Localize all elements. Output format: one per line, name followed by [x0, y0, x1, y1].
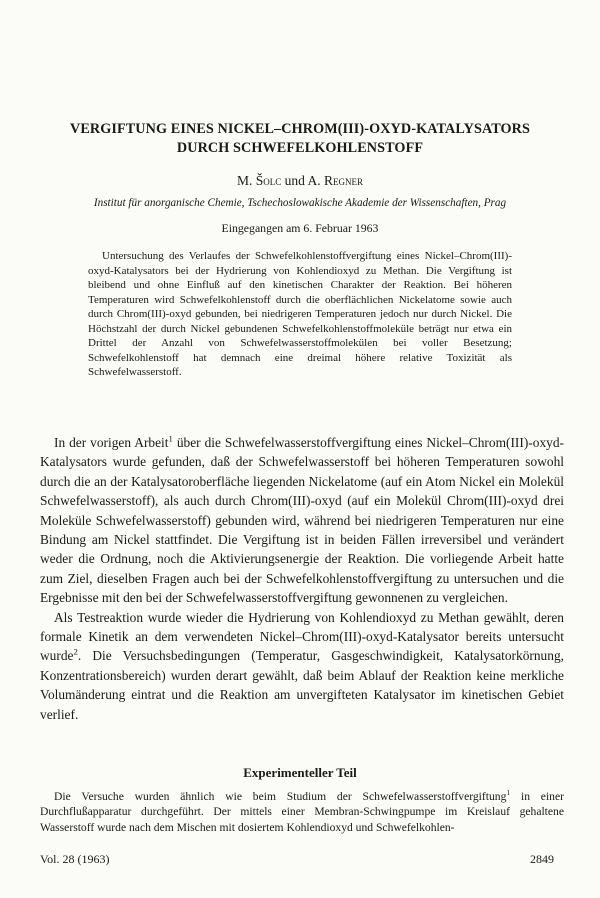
reference-mark: 1: [168, 433, 173, 444]
received-date: Eingegangen am 6. Februar 1963: [221, 221, 379, 235]
title-line-1: VERGIFTUNG EINES NICKEL–CHROM(III)-OXYD-KATALYSATORS: [69, 121, 531, 137]
body-paragraph: [40, 789, 564, 835]
introduction: [40, 433, 564, 724]
author-line: [40, 173, 560, 189]
title-line-2: DURCH SCHWEFELKOHLENSTOFF: [176, 140, 424, 156]
author-2-initial: A. R: [307, 173, 334, 188]
abstract-text: Untersuchung des Verlaufes der Schwefelkohlenstoffvergiftung eines Nickel–Chrom(III)-oxyd-Katalysators bei der Hydrierung von Kohlendioxyd zu Methan. Die Vergiftung ist bleibend und ohne Einfluß auf den kinetischen Charakter der Reaktion. Bei höheren Temperaturen wird Schwefelkohlenstoff durch die oberflächlichen Nickelatome sowie auch durch Chrom(III)-oxyd gebunden, bei niedrigeren Temperaturen jedoch nur durch Nickel. Die Höchstzahl der durch Nickel gebundenen Schwefelkohlenstoffmoleküle beträgt nur etwa ein Drittel der Anzahl von Schwefelwasserstoffmolekülen bei voller Besetzung; Schwefelkohlenstoff hat demnach eine dreimal höhere relative Toxizität als Schwefelwasserstoff.: [88, 250, 512, 378]
reference-mark: 1: [506, 788, 511, 798]
volume-info: Vol. 28 (1963): [40, 852, 110, 866]
body-text: Die Versuche wurden ähnlich wie beim Studium der Schwefelwasserstoffvergiftung: [54, 790, 507, 803]
author-1-surname: olc: [263, 173, 282, 188]
body-paragraph: [40, 433, 564, 608]
article-title: [40, 120, 560, 158]
body-text: Als Testreaktion wurde wieder die Hydrierung von Kohlendioxyd zu Methan gewählt, deren formale Kinetik an dem verwendeten Nickel–Chrom(III)-oxyd-Katalysator bereits untersucht wurde: [40, 609, 564, 664]
body-text: In der vorigen Arbeit: [54, 435, 169, 450]
body-text: . Die Versuchsbedingungen (Temperatur, Gasgeschwindigkeit, Katalysatorkörnung, Konzentrationsbereich) wurden derart gewählt, daß beim Ablauf der Reaktion keine merkliche Volumänderung eintrat und die Reaktion am unvergifteten Katalysator im kinetischen Gebiet verlief.: [40, 648, 564, 722]
body-text: in einer Durchflußapparatur durchgeführt. Der mittels einer Membran-Schwingpumpe im Kreislauf gehaltene Wasserstoff wurde nach dem Mischen mit dosiertem Kohlendioxyd und Schwefelkohlen-: [40, 790, 564, 834]
author-1-initial: M. Š: [236, 173, 264, 188]
experimental-section: [40, 789, 564, 835]
body-text: über die Schwefelwasserstoffvergiftung eines Nickel–Chrom(III)-oxyd-Katalysators wurde gefunden, daß der Schwefelwasserstoff bei höheren Temperaturen sowohl durch die an der Katalysatoroberfläche liegenden Nickelatome (auf ein Atom Nickel ein Molekül Schwefelwasserstoff), als auch durch Chrom(III)-oxyd (auf ein Molekül Chrom(III)-oxyd drei Moleküle Schwefelwasserstoff) gebunden wird, während bei niedrigeren Temperaturen nur eine Bindung am Nickel stattfindet. Die Vergiftung ist in beiden Fällen irreversibel und verändert weder die Ordnung, noch die Aktivierungsenergie der Reaktion. Die vorliegende Arbeit hatte zum Ziel, dieselben Fragen auch bei der Schwefelkohlenstoffvergiftung zu untersuchen und die Ergebnisse mit den bei der Schwefelwasserstoffvergiftung gewonnenen zu vergleichen.: [40, 435, 564, 606]
reference-mark: 2: [73, 647, 78, 657]
section-heading: Experimenteller Teil: [243, 765, 357, 780]
author-2-surname: egner: [333, 173, 364, 188]
abstract: [88, 249, 512, 380]
page-number: 2849: [530, 852, 554, 866]
body-paragraph: [40, 608, 564, 724]
affiliation: Institut für anorganische Chemie, Tschechoslowakische Akademie der Wissenschaften, Prag: [93, 197, 507, 209]
author-connector: und: [281, 173, 308, 188]
